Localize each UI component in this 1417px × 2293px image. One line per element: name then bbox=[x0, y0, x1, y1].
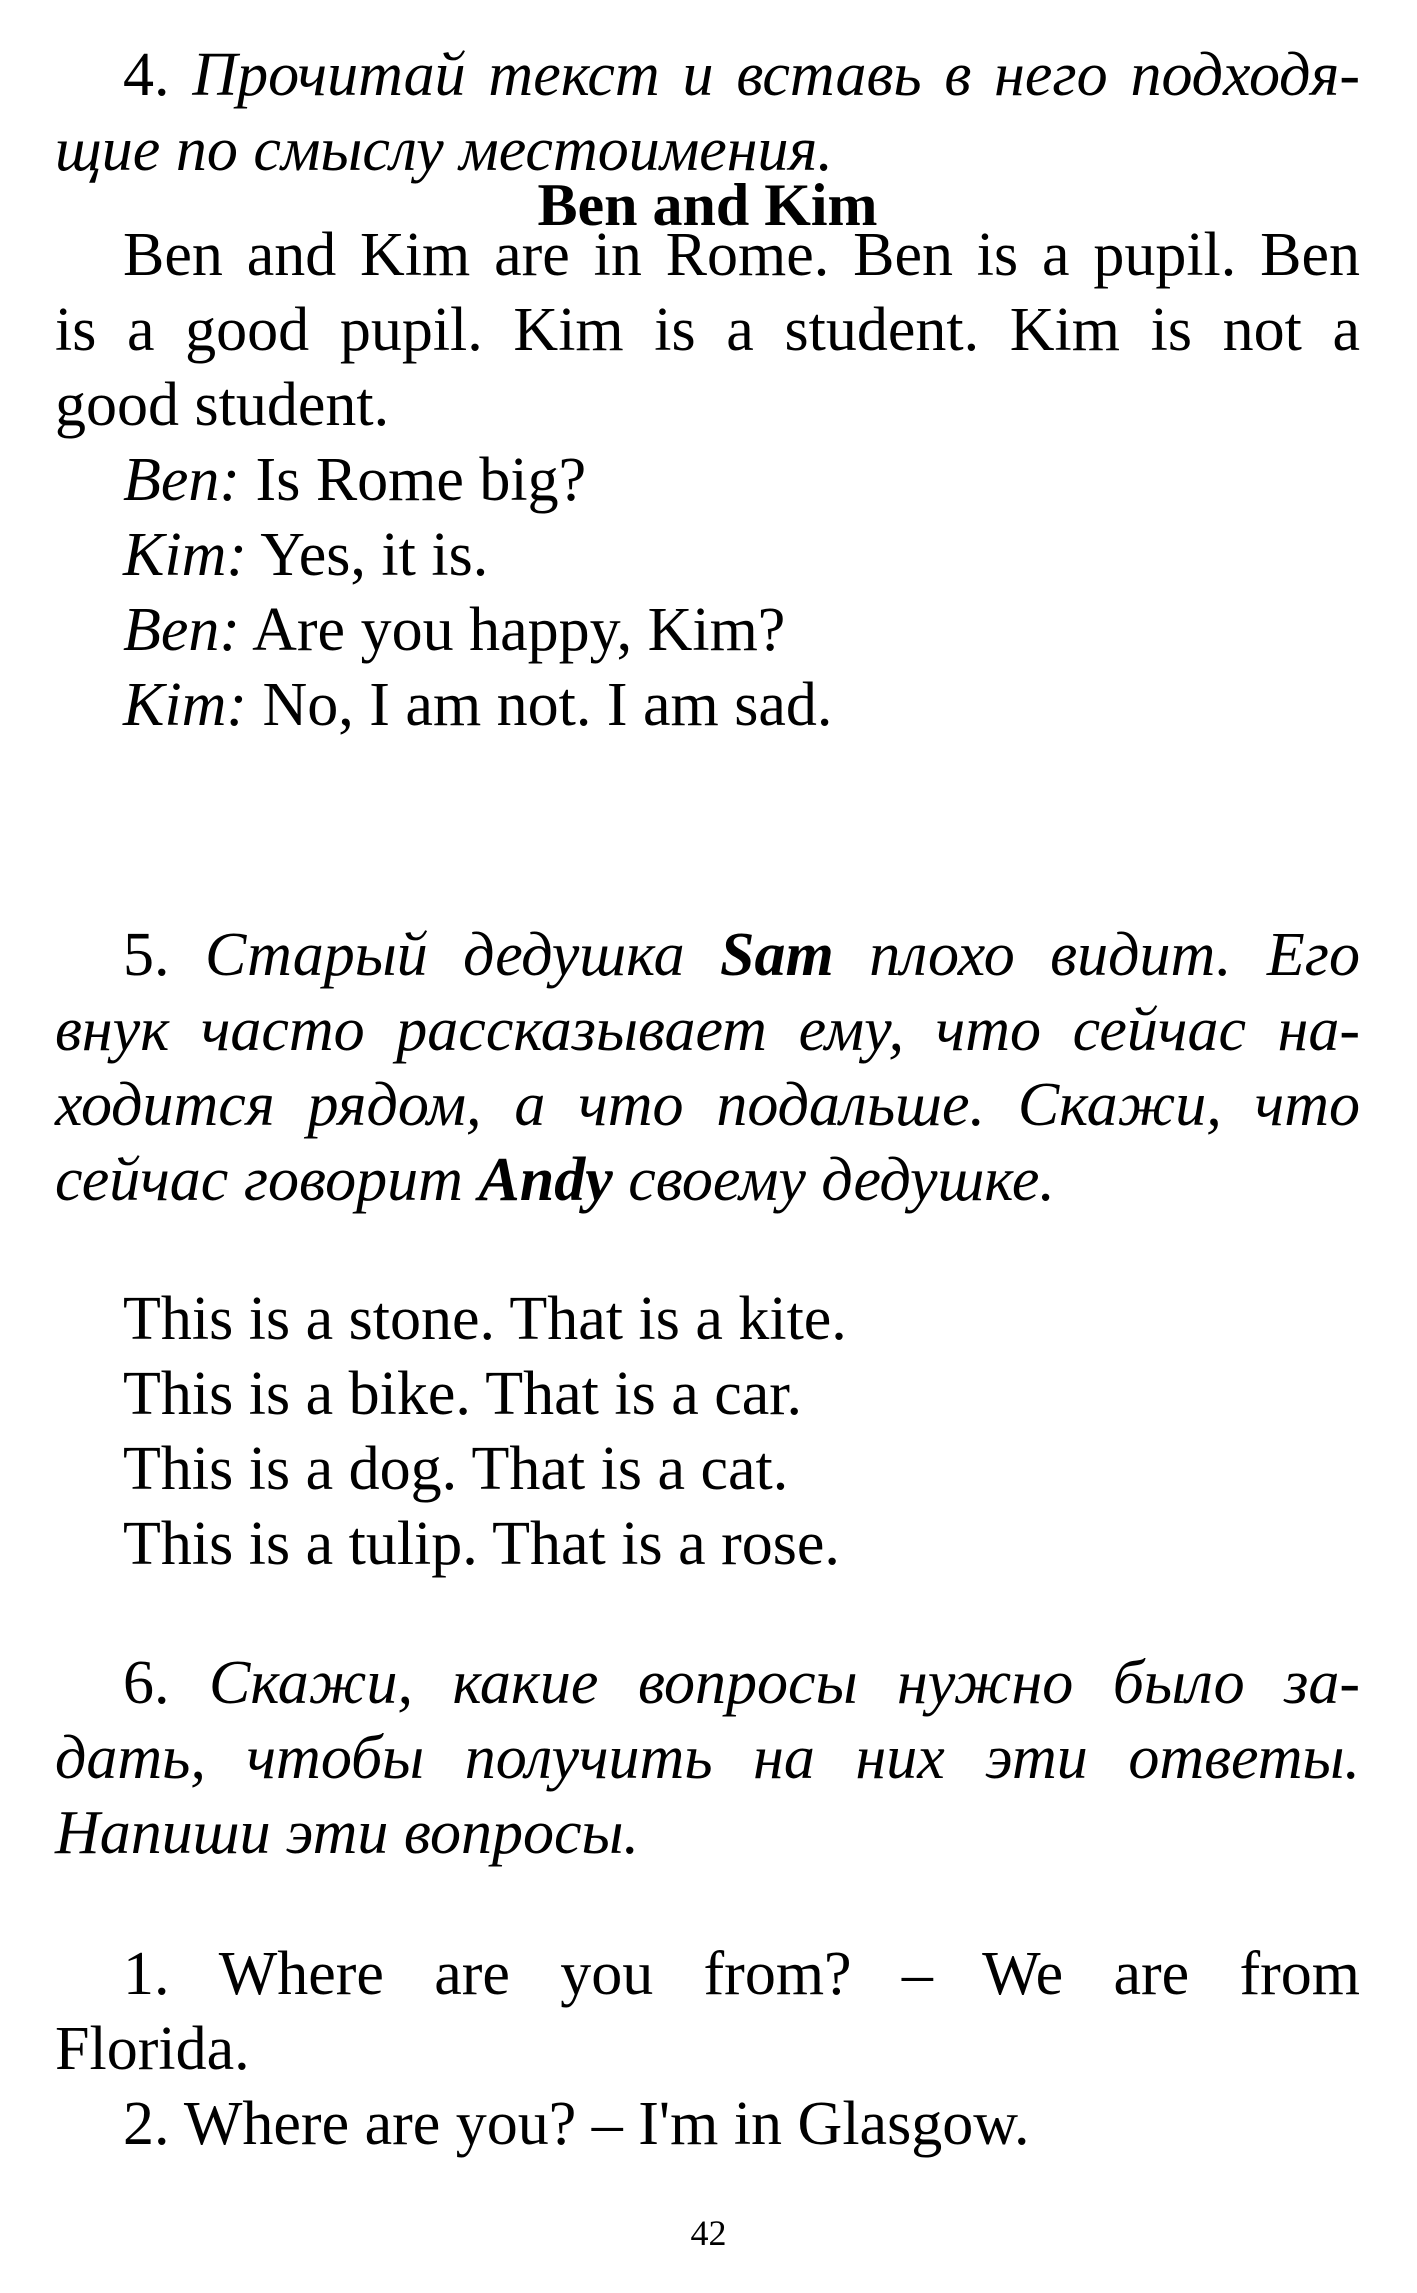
exercise-5-sentences bbox=[55, 1282, 1360, 1582]
exercise-6-number: 6. bbox=[123, 1649, 170, 1717]
exercise-4-text-line-3: good student. bbox=[55, 371, 390, 439]
exercise-5-task bbox=[55, 918, 1360, 1218]
dialogue-speaker: Kim: bbox=[123, 671, 247, 739]
exercise-5-task-line-4 bbox=[55, 1143, 1360, 1218]
dialogue-line bbox=[55, 518, 1360, 593]
exercise-5-task-text: Старый дедушка bbox=[204, 921, 685, 989]
dialogue-speaker: Kim: bbox=[123, 521, 247, 589]
sentence: This is a dog. That is a cat. bbox=[123, 1435, 789, 1503]
sentence: This is a stone. That is a kite. bbox=[123, 1285, 847, 1353]
exercise-4-text bbox=[55, 218, 1360, 743]
dialogue-line bbox=[55, 593, 1360, 668]
item-1-line-2: Florida. bbox=[55, 2015, 250, 2083]
page-number: 42 bbox=[690, 2213, 727, 2253]
exercise-6-task-text-1: Скажи, какие вопросы нужно было за- bbox=[209, 1649, 1360, 1717]
dialogue-text: Is Rome big? bbox=[255, 446, 587, 514]
item-1-line-1: 1. Where are you from? – We are from bbox=[123, 1940, 1360, 2008]
dialogue-text: Are you happy, Kim? bbox=[252, 596, 786, 664]
exercise-6-task-line-1 bbox=[55, 1646, 1360, 1721]
exercise-4-task-line-2: щие по смыслу местоимения. bbox=[55, 116, 833, 184]
exercise-5-task-line-2: внук часто рассказывает ему, что сейчас на- bbox=[55, 996, 1360, 1064]
dialogue-text: Yes, it is. bbox=[260, 521, 489, 589]
name-andy: Andy bbox=[478, 1146, 613, 1214]
exercise-5-task-line-1 bbox=[55, 918, 1360, 993]
sentence: This is a bike. That is a car. bbox=[123, 1360, 802, 1428]
dialogue-speaker: Ben: bbox=[123, 446, 241, 514]
name-sam: Sam bbox=[720, 921, 834, 989]
sentence: This is a tulip. That is a rose. bbox=[123, 1510, 840, 1578]
exercise-4-text-line-2: is a good pupil. Kim is a student. Kim is not a bbox=[55, 296, 1360, 364]
dialogue-text: No, I am not. I am sad. bbox=[262, 671, 833, 739]
exercise-4-task bbox=[55, 38, 1360, 188]
exercise-6-task-line-2: дать, чтобы получить на них эти ответы. bbox=[55, 1724, 1360, 1792]
exercise-4-task-text-1: Прочитай текст и вставь в него подходя- bbox=[192, 41, 1360, 109]
exercise-6-task bbox=[55, 1646, 1360, 1871]
exercise-5-task-text: своему дедушке. bbox=[628, 1146, 1055, 1214]
exercise-5-task-text: сейчас говорит bbox=[55, 1146, 463, 1214]
exercise-6-task-line-3: Напиши эти вопросы. bbox=[55, 1799, 639, 1867]
dialogue-speaker: Ben: bbox=[123, 596, 241, 664]
exercise-6-items bbox=[55, 1937, 1360, 2162]
exercise-4-task-line-1 bbox=[55, 38, 1360, 113]
exercise-4-number: 4. bbox=[123, 41, 170, 109]
dialogue-line bbox=[55, 668, 1360, 743]
ben-and-kim-title: Ben and Kim bbox=[537, 172, 878, 238]
exercise-4-text-line-1: Ben and Kim are in Rome. Ben is a pupil. Ben bbox=[123, 221, 1360, 289]
exercise-5-number: 5. bbox=[123, 921, 170, 989]
exercise-5-task-text: плохо видит. Его bbox=[869, 921, 1360, 989]
exercise-5-task-line-3: ходится рядом, а что подальше. Скажи, что bbox=[55, 1071, 1360, 1139]
dialogue-line bbox=[55, 443, 1360, 518]
item-2: 2. Where are you? – I'm in Glasgow. bbox=[123, 2090, 1030, 2158]
